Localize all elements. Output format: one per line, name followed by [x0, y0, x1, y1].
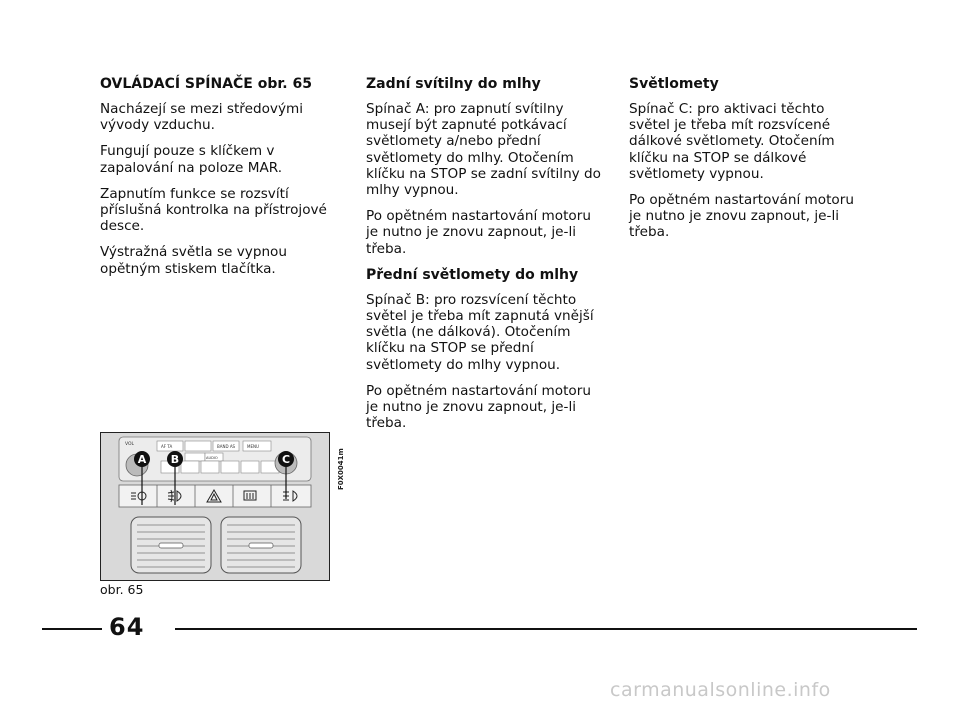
paragraph: Po opětném nastartování motoru je nutno je znovu zapnout, je-li třeba.	[366, 382, 591, 432]
column-middle	[366, 76, 606, 441]
paragraph: Fungují pouze s klíčkem v zapalování na poloze MAR.	[100, 143, 283, 176]
radio-label: BAND AS	[217, 444, 236, 449]
radio-label: VOL	[125, 442, 135, 447]
footer-rule-left	[42, 628, 102, 630]
figure-control-switches	[100, 432, 330, 581]
footer-rule-right	[175, 628, 917, 630]
heading-headlights: Světlomety	[629, 76, 719, 92]
dashboard-illustration	[101, 433, 329, 580]
column-left	[100, 76, 345, 287]
figure-caption: obr. 65	[100, 582, 144, 597]
column-right	[629, 76, 869, 251]
figure-code	[333, 432, 347, 492]
paragraph: Po opětném nastartování motoru je nutno je znovu zapnout, je-li třeba.	[629, 192, 854, 241]
paragraph: Spínač B: pro rozsvícení těchto světel je třeba mít zapnutá vnější světla (ne dálková). Otočením klíčku na STOP se přední světlomety do mlhy vypnou.	[366, 291, 594, 373]
callout-a	[134, 451, 150, 467]
page-number: 64	[109, 613, 145, 641]
paragraph: Spínač C: pro aktivaci těchto světel je třeba mít rozsvícené dálkové světlomety. Otočením klíčku na STOP se dálkové světlomety vypnou.	[629, 101, 835, 182]
callout-c	[278, 451, 294, 467]
paragraph: Nacházejí se mezi středovými vývody vzduchu.	[100, 101, 304, 134]
radio-label: AUDIO	[206, 456, 218, 460]
watermark: carmanualsonline.info	[610, 679, 831, 701]
air-vent-left	[131, 517, 211, 573]
paragraph: Výstražná světla se vypnou opětným stiskem tlačítka.	[100, 244, 287, 277]
callout-c-label: C	[281, 453, 291, 466]
radio-label: MENU	[247, 444, 259, 449]
callout-a-label: A	[137, 453, 147, 466]
air-vent-right	[221, 517, 301, 573]
figure-code-text: F0X0041m	[337, 448, 345, 490]
heading-control-switches: OVLÁDACÍ SPÍNAČE obr. 65	[100, 76, 312, 92]
callout-b	[167, 451, 183, 467]
radio-label: AF TA	[161, 444, 173, 449]
paragraph: Po opětném nastartování motoru je nutno je znovu zapnout, je-li třeba.	[366, 208, 591, 257]
heading-rear-fog-lights: Zadní svítilny do mlhy	[366, 76, 541, 92]
paragraph: Zapnutím funkce se rozsvítí příslušná kontrolka na přístrojové desce.	[100, 185, 327, 235]
paragraph: Spínač A: pro zapnutí svítilny musejí být zapnuté potkávací světlomety a/nebo přední světlomety do mlhy. Otočením klíčku na STOP se zadní svítilny do mlhy vypnou.	[366, 101, 601, 199]
heading-front-fog-lights: Přední světlomety do mlhy	[366, 266, 579, 283]
callout-b-label: B	[170, 453, 180, 466]
